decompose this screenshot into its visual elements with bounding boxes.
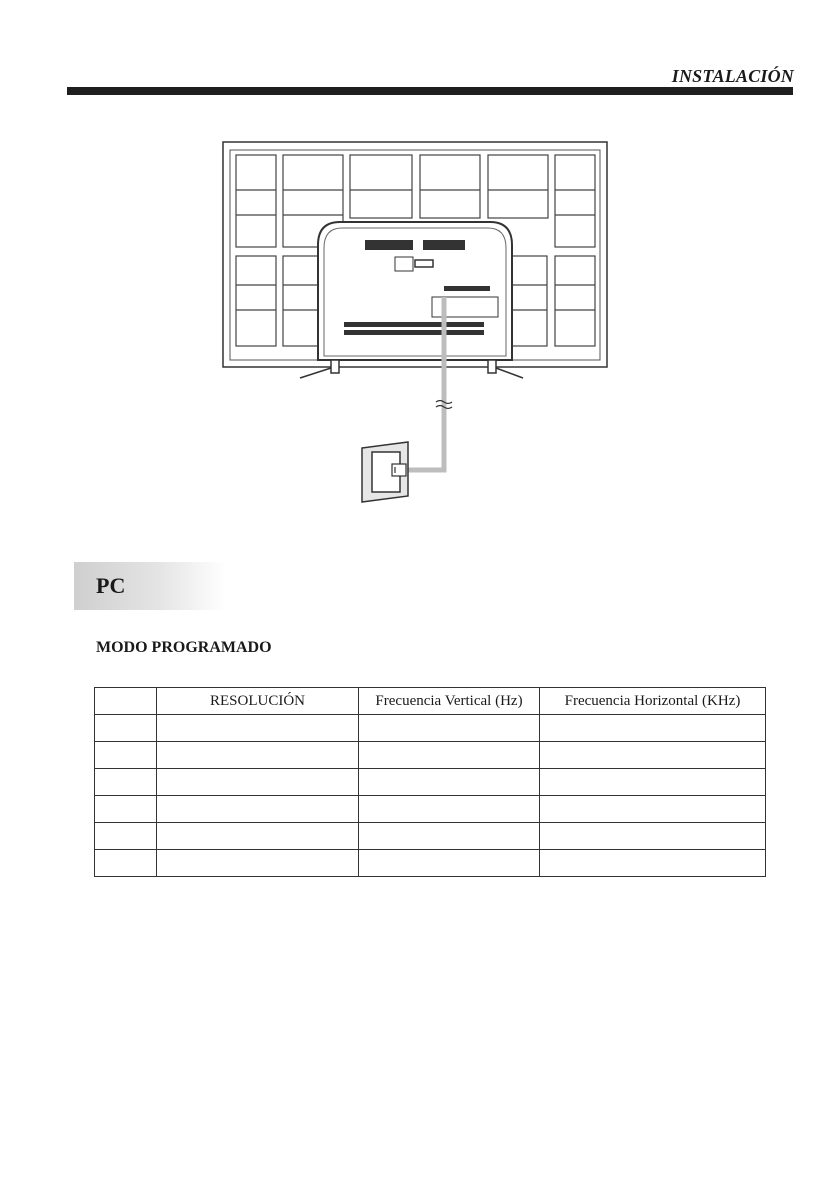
preset-mode-table <box>94 687 766 877</box>
table-cell <box>157 850 359 877</box>
table-cell <box>359 796 540 823</box>
table-cell <box>157 742 359 769</box>
table-cell <box>157 769 359 796</box>
table-row <box>95 796 766 823</box>
table-cell <box>359 850 540 877</box>
table-cell <box>359 823 540 850</box>
table-cell <box>540 769 766 796</box>
table-cell <box>359 715 540 742</box>
section-title: PC <box>96 573 126 598</box>
table-cell <box>95 769 157 796</box>
label-sticker <box>395 257 413 271</box>
port-connector <box>415 260 433 267</box>
table-cell <box>157 796 359 823</box>
table-cell <box>540 796 766 823</box>
table-row <box>95 823 766 850</box>
table-cell <box>95 823 157 850</box>
table-row <box>95 715 766 742</box>
table-cell <box>540 742 766 769</box>
table-cell <box>95 796 157 823</box>
table-cell <box>359 769 540 796</box>
table-cell <box>95 850 157 877</box>
table-cell <box>157 823 359 850</box>
table-cell <box>540 715 766 742</box>
table-cell <box>95 742 157 769</box>
column-header-resolution: RESOLUCIÓN <box>157 688 359 715</box>
table-row <box>95 769 766 796</box>
tv-rear-power-connection-diagram <box>0 0 839 560</box>
table-cell <box>157 715 359 742</box>
subheading: MODO PROGRAMADO <box>96 639 272 656</box>
table-cell <box>540 823 766 850</box>
table-cell <box>359 742 540 769</box>
table-row <box>95 850 766 877</box>
page-header-title: INSTALACIÓN <box>671 66 794 86</box>
table-cell <box>540 850 766 877</box>
table-row <box>95 742 766 769</box>
column-header <box>95 688 157 715</box>
table-cell <box>95 715 157 742</box>
column-header-vertical-frequency: Frecuencia Vertical (Hz) <box>359 688 540 715</box>
table-header-row <box>95 688 766 715</box>
section-badge <box>74 562 226 610</box>
column-header-horizontal-frequency: Frecuencia Horizontal (KHz) <box>540 688 766 715</box>
wall-outlet-icon <box>362 442 408 502</box>
